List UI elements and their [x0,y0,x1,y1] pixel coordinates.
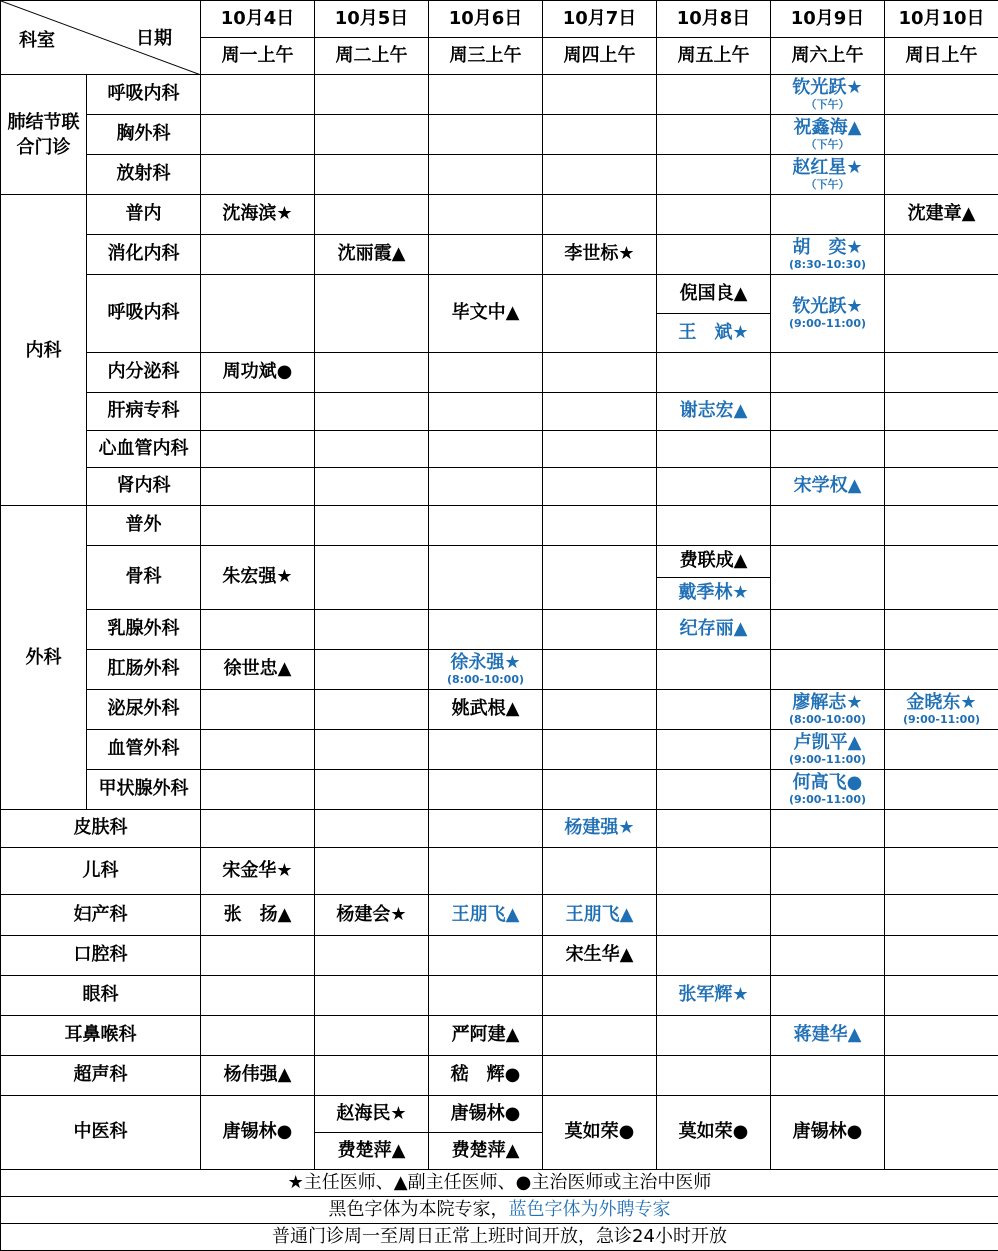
general-note: 普通门诊周一至周日正常上班时间开放，急诊24小时开放 [1,1224,998,1251]
color-note-black: 黑色字体为本院专家， [329,1199,509,1220]
doctor-cell: 朱宏强★ [201,546,315,610]
doctor-cell: 徐世忠▲ [201,650,315,690]
dept-cell: 甲状腺外科 [87,770,201,810]
doctor-cell: 唐锡林● [201,1096,315,1170]
doctor-cell: 张 扬▲ [201,895,315,936]
day-header: 周六上午 [771,38,885,75]
dept-cell: 呼吸内科 [87,275,201,353]
corner-header [1,1,201,75]
dept-cell: 儿科 [1,848,201,895]
doctor-cell: 毕文中▲ [429,275,543,353]
date-label: 日期 [136,29,172,50]
doctor-slot: 倪国良▲ [657,275,770,313]
doctor-cell: 沈海滨★ [201,195,315,235]
dept-cell: 心血管内科 [87,431,201,468]
day-header: 周四上午 [543,38,657,75]
dept-cell: 泌尿外科 [87,690,201,730]
dept-cell: 骨科 [87,546,201,610]
doctor-cell: 钦光跃★ (9:00-11:00) [771,275,885,353]
day-header: 周二上午 [315,38,429,75]
dept-cell: 超声科 [1,1056,201,1096]
doctor-cell-split [657,275,771,353]
doctor-cell: 宋金华★ [201,848,315,895]
doctor-cell: 祝鑫海▲ （下午） [771,115,885,155]
dept-cell: 肛肠外科 [87,650,201,690]
doctor-cell: 姚武根▲ [429,690,543,730]
doctor-cell: 钦光跃★ （下午） [771,75,885,115]
date-header: 10月8日 [657,1,771,38]
doctor-cell: 周功斌● [201,353,315,393]
dept-cell: 血管外科 [87,730,201,770]
doctor-cell: 王朋飞▲ [429,895,543,936]
dept-cell: 消化内科 [87,235,201,275]
date-header: 10月4日 [201,1,315,38]
doctor-cell-split [429,1096,543,1170]
dept-cell: 乳腺外科 [87,610,201,650]
doctor-cell: 廖解志★ (8:00-10:00) [771,690,885,730]
dept-cell: 呼吸内科 [87,75,201,115]
doctor-cell-split [657,546,771,610]
legend-text: ★主任医师、▲副主任医师、●主治医师或主治中医师 [1,1170,998,1197]
doctor-cell: 张军辉★ [657,976,771,1016]
doctor-cell: 卢凯平▲ (9:00-11:00) [771,730,885,770]
dept-cell: 肝病专科 [87,393,201,431]
doctor-cell: 沈建章▲ [885,195,998,235]
dept-cell: 中医科 [1,1096,201,1170]
doctor-cell: 何高飞● (9:00-11:00) [771,770,885,810]
date-header: 10月6日 [429,1,543,38]
doctor-cell: 莫如荣● [543,1096,657,1170]
dept-cell: 胸外科 [87,115,201,155]
doctor-cell: 唐锡林● [771,1096,885,1170]
doctor-cell: 严阿建▲ [429,1016,543,1056]
doctor-slot: 费联成▲ [657,546,770,577]
day-header: 周五上午 [657,38,771,75]
dept-cell: 眼科 [1,976,201,1016]
color-note-blue: 蓝色字体为外聘专家 [509,1199,671,1220]
dept-cell: 普内 [87,195,201,235]
doctor-cell: 李世标★ [543,235,657,275]
dept-cell: 内分泌科 [87,353,201,393]
group-lung: 肺结节联合门诊 [1,75,87,195]
doctor-cell-split [315,1096,429,1170]
group-surgery: 外科 [1,506,87,810]
date-header: 10月9日 [771,1,885,38]
doctor-slot: 唐锡林● [429,1096,542,1132]
dept-cell: 口腔科 [1,936,201,976]
doctor-cell: 金晓东★ (9:00-11:00) [885,690,998,730]
date-header: 10月10日 [885,1,998,38]
doctor-cell: 谢志宏▲ [657,393,771,431]
day-header: 周三上午 [429,38,543,75]
day-header: 周日上午 [885,38,998,75]
dept-cell: 普外 [87,506,201,546]
doctor-cell: 赵红星★ （下午） [771,155,885,195]
date-header: 10月5日 [315,1,429,38]
doctor-slot: 赵海民★ [315,1096,428,1132]
doctor-slot: 费楚萍▲ [315,1132,428,1169]
doctor-slot: 戴季林★ [657,577,770,609]
dept-cell: 放射科 [87,155,201,195]
doctor-slot: 费楚萍▲ [429,1132,542,1169]
doctor-cell: 徐永强★ (8:00-10:00) [429,650,543,690]
doctor-cell: 纪存丽▲ [657,610,771,650]
dept-label: 科室 [19,31,55,52]
doctor-cell: 胡 奕★ (8:30-10:30) [771,235,885,275]
color-note [1,1197,998,1224]
dept-cell: 肾内科 [87,468,201,506]
doctor-cell: 宋生华▲ [543,936,657,976]
doctor-cell: 杨建会★ [315,895,429,936]
dept-cell: 皮肤科 [1,810,201,848]
doctor-cell: 蒋建华▲ [771,1016,885,1056]
date-header: 10月7日 [543,1,657,38]
doctor-slot: 王 斌★ [657,313,770,352]
day-header: 周一上午 [201,38,315,75]
doctor-cell: 杨建强★ [543,810,657,848]
doctor-cell: 沈丽霞▲ [315,235,429,275]
doctor-cell: 杨伟强▲ [201,1056,315,1096]
doctor-cell: 王朋飞▲ [543,895,657,936]
doctor-cell: 嵇 辉● [429,1056,543,1096]
doctor-cell: 宋学权▲ [771,468,885,506]
doctor-cell: 莫如荣● [657,1096,771,1170]
dept-cell: 妇产科 [1,895,201,936]
dept-cell: 耳鼻喉科 [1,1016,201,1056]
group-internal: 内科 [1,195,87,506]
